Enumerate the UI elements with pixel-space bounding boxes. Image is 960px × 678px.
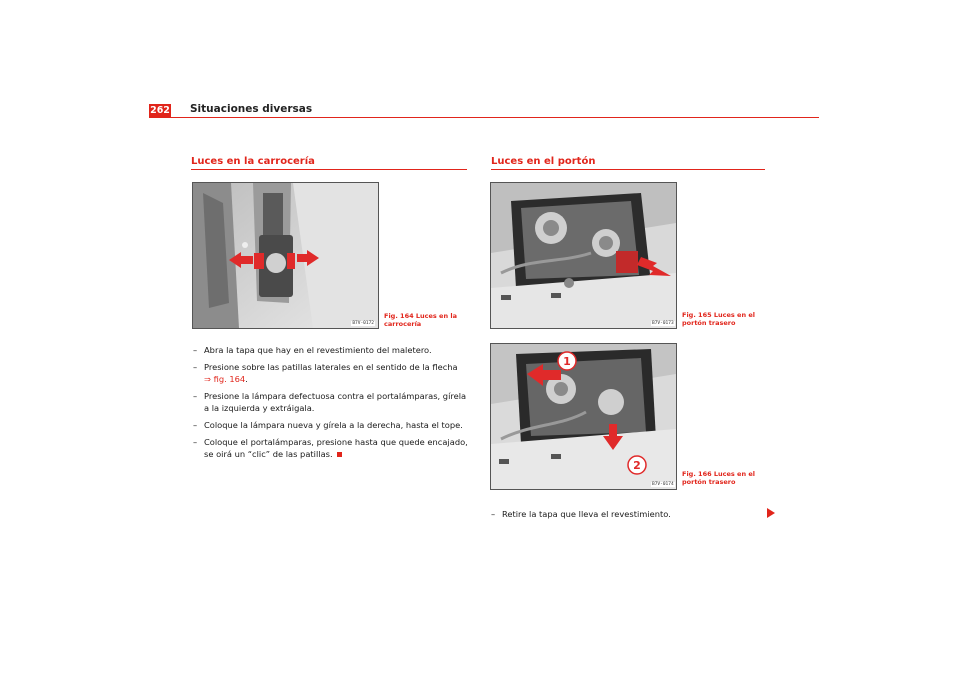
figure-166-code: B7V-0174 [652, 482, 674, 487]
section-title-porton: Luces en el portón [491, 156, 596, 167]
callout-label-1: 1 [563, 355, 571, 368]
list-item: – Coloque el portalámparas, presione hasta que quede encajado, se oirá un “clic” de las patillas. [193, 437, 468, 459]
figure-164-photo [192, 182, 379, 329]
section-divider-left [191, 169, 467, 170]
list-item: – Retire la tapa que lleva el revestimiento. [491, 509, 671, 519]
figure-165-code: B7V-0173 [652, 321, 674, 326]
section-title-carroceria: Luces en la carrocería [191, 156, 315, 167]
next-page-arrow-icon[interactable] [767, 508, 775, 518]
list-item: – Coloque la lámpara nueva y gírela a la derecha, hasta el tope. [193, 420, 463, 430]
figure-164-code: B7V-0172 [352, 321, 374, 326]
list-item: – Presione sobre las patillas laterales en el sentido de la flecha ⇒ fig. 164. [193, 362, 458, 384]
page-number: 262 [150, 105, 170, 116]
page-header-title: Situaciones diversas [190, 103, 313, 115]
list-item: – Presione la lámpara defectuosa contra el portalámparas, gírela a la izquierda y extráigala. [193, 391, 467, 413]
figure-166-caption: Fig. 166 Luces en el portón trasero [682, 470, 755, 486]
end-square-icon [337, 452, 342, 457]
left-steps-list [193, 344, 469, 465]
callout-label-2: 2 [633, 459, 641, 472]
figure-165-caption: Fig. 165 Luces en el portón trasero [682, 311, 755, 327]
header-divider [171, 117, 819, 118]
list-item: – Abra la tapa que hay en el revestimiento del maletero. [193, 345, 432, 355]
figure-164-link[interactable]: ⇒ fig. 164 [204, 374, 246, 384]
section-divider-right [491, 169, 765, 170]
right-steps-list [491, 508, 767, 525]
figure-164-caption: Fig. 164 Luces en la carrocería [384, 312, 457, 328]
figure-165-photo [490, 182, 677, 329]
figure-166-photo [490, 343, 677, 490]
